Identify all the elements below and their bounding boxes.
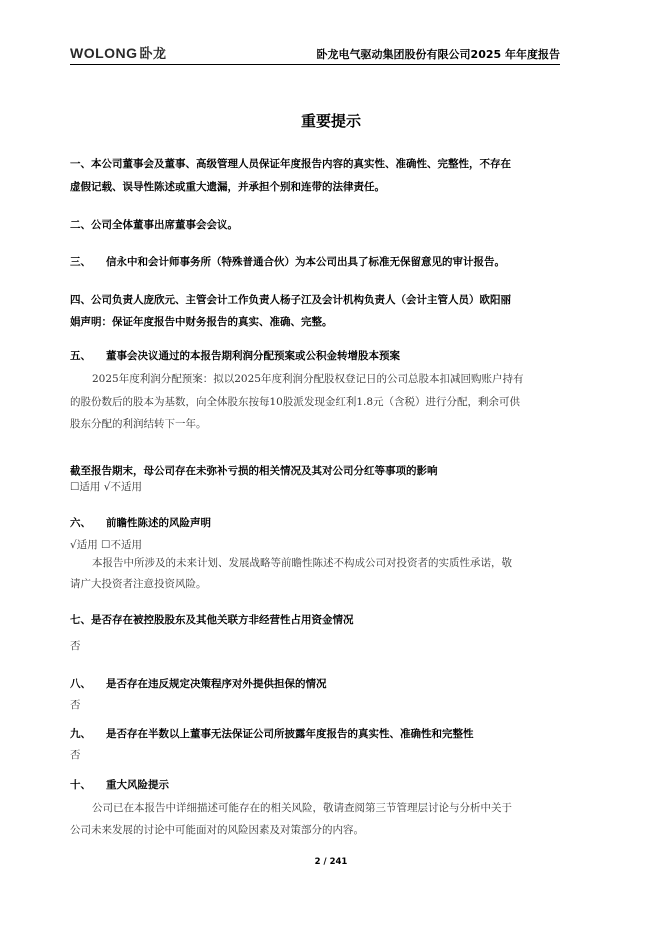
- page-title: 重要提示: [300, 112, 361, 130]
- deficit-heading: 截至报告期末，母公司存在未弥补亏损的相关情况及其对公司分红等事项的影响: [70, 465, 438, 477]
- section-4-line-2: 娟声明：保证年度报告中财务报告的真实、准确、完整。: [70, 316, 333, 328]
- section-4-line-1: 四、公司负责人庞欣元、主管会计工作负责人杨子江及会计机构负责人（会计主管人员）欧阳丽: [70, 294, 511, 306]
- section-8-heading: 八、 是否存在违反规定决策程序对外提供担保的情况: [70, 678, 327, 690]
- deficit-options: ☐适用 √不适用: [70, 481, 142, 493]
- section-1-line-2: 虚假记载、误导性陈述或重大遗漏，并承担个别和连带的法律责任。: [70, 181, 385, 193]
- section-3: 三、 信永中和会计师事务所（特殊普通合伙）为本公司出具了标准无保留意见的审计报告。: [70, 256, 505, 268]
- section-9-answer: 否: [70, 749, 81, 761]
- section-2: 二、公司全体董事出席董事会会议。: [70, 219, 238, 231]
- company-logo: WOLONG 卧龙: [70, 45, 167, 62]
- section-5-para-line-3: 股东分配的利润结转下一年。: [70, 418, 207, 430]
- section-9-heading: 九、 是否存在半数以上董事无法保证公司所披露年度报告的真实性、准确性和完整性: [70, 728, 474, 740]
- section-6-para-line-2: 请广大投资者注意投资风险。: [70, 578, 207, 590]
- section-5-para-line-2: 的股份数后的股本为基数，向全体股东按每10股派发现金红利1.8元（含税）进行分配，剩余可供: [70, 396, 521, 408]
- section-6-options: √适用 ☐不适用: [70, 539, 142, 551]
- section-7-answer: 否: [70, 640, 81, 652]
- report-header-title: 卧龙电气驱动集团股份有限公司2025 年年度报告: [316, 48, 560, 61]
- page-header: [70, 40, 560, 65]
- section-7-heading: 七、是否存在被控股股东及其他关联方非经营性占用资金情况: [70, 614, 354, 626]
- section-10-heading: 十、 重大风险提示: [70, 779, 169, 791]
- section-5-para-line-1: 2025年度利润分配预案：拟以2025年度利润分配股权登记日的公司总股本扣减回购账户持有: [92, 373, 524, 385]
- section-6-para-line-1: 本报告中所涉及的未来计划、发展战略等前瞻性陈述不构成公司对投资者的实质性承诺，敬: [92, 557, 512, 569]
- section-5-heading: 五、 董事会决议通过的本报告期利润分配预案或公积金转增股本预案: [70, 350, 400, 362]
- section-1-line-1: 一、本公司董事会及董事、高级管理人员保证年度报告内容的真实性、准确性、完整性，不存在: [70, 158, 511, 170]
- section-10-para-line-2: 公司未来发展的讨论中可能面对的风险因素及对策部分的内容。: [70, 824, 364, 836]
- section-10-para-line-1: 公司已在本报告中详细描述可能存在的相关风险，敬请查阅第三节管理层讨论与分析中关于: [92, 802, 512, 814]
- section-8-answer: 否: [70, 699, 81, 711]
- section-6-heading: 六、 前瞻性陈述的风险声明: [70, 517, 211, 529]
- page-number: 2 / 241: [314, 857, 348, 867]
